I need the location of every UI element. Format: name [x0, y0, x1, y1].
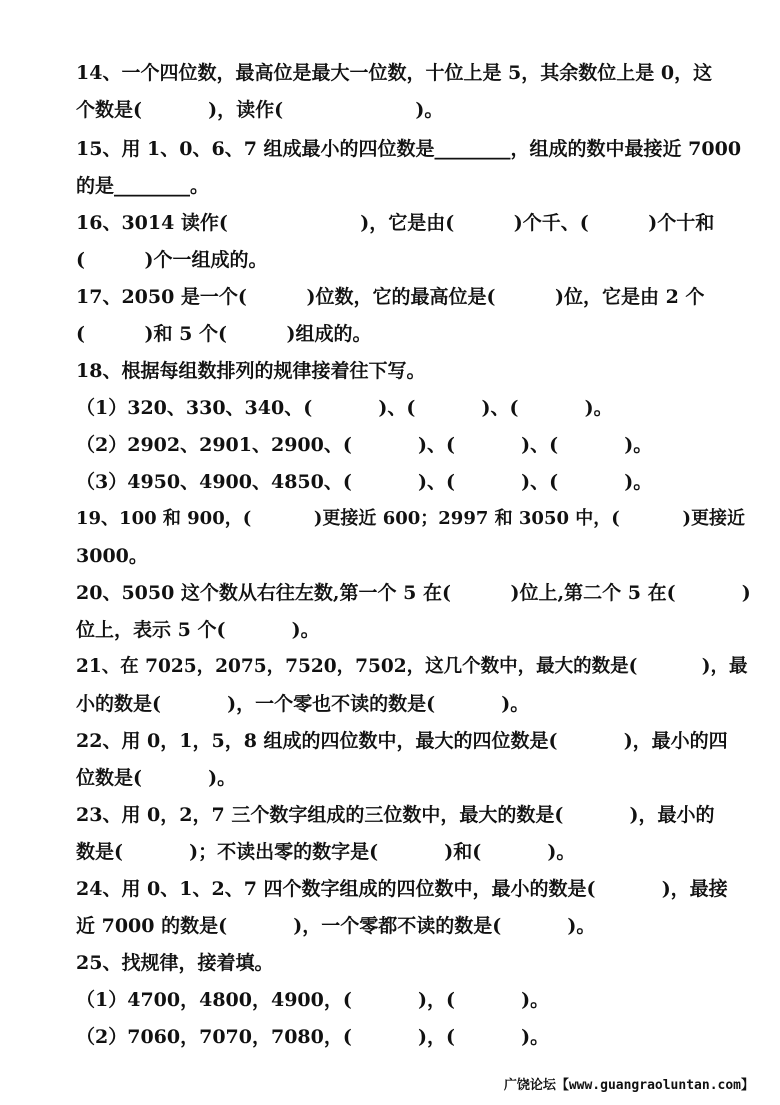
question-17-line-1: 17、2050 是一个( )位数，它的最高位是( )位，它是由 2 个 — [76, 286, 705, 308]
question-22-line-1: 22、用 0，1，5，8 组成的四位数中，最大的四位数是( )，最小的四 — [76, 730, 728, 752]
question-18-item-2: （2）2902、2901、2900、( )、( )、( )。 — [76, 434, 653, 456]
question-24-line-1: 24、用 0、1、2、7 四个数字组成的四位数中，最小的数是( )，最接 — [76, 878, 728, 900]
question-14-line-2: 个数是( )，读作( )。 — [76, 99, 444, 121]
question-22-line-2: 位数是( )。 — [76, 767, 237, 789]
question-18-item-3: （3）4950、4900、4850、( )、( )、( )。 — [76, 471, 653, 493]
question-25-title: 25、找规律，接着填。 — [76, 952, 274, 974]
question-18-item-1: （1）320、330、340、( )、( )、( )。 — [76, 397, 613, 419]
question-16-line-2: ( )个一组成的。 — [76, 249, 268, 271]
question-19-line-2: 3000。 — [76, 545, 148, 567]
question-20-line-1: 20、5050 这个数从右往左数,第一个 5 在( )位上,第二个 5 在( ) — [76, 582, 751, 604]
question-19-line-1: 19、100 和 900，( )更接近 600；2997 和 3050 中，( )更接近 — [76, 508, 745, 529]
question-15-line-2: 的是________。 — [76, 175, 210, 197]
question-21-line-1: 21、在 7025，2075，7520，7502，这几个数中，最大的数是( )，最 — [76, 656, 748, 677]
question-23-line-1: 23、用 0，2，7 三个数字组成的三位数中，最大的数是( )，最小的 — [76, 804, 715, 826]
question-23-line-2: 数是( )；不读出零的数字是( )和( )。 — [76, 841, 576, 863]
question-18-title: 18、根据每组数排列的规律接着往下写。 — [76, 360, 426, 382]
question-15-line-1: 15、用 1、0、6、7 组成最小的四位数是________，组成的数中最接近 7000 — [76, 138, 742, 160]
question-17-line-2: ( )和 5 个( )组成的。 — [76, 323, 372, 345]
question-24-line-2: 近 7000 的数是( )，一个零都不读的数是( )。 — [76, 915, 596, 937]
question-20-line-2: 位上，表示 5 个( )。 — [76, 619, 320, 641]
question-21-line-2: 小的数是( )，一个零也不读的数是( )。 — [76, 693, 530, 715]
question-25-item-2: （2）7060，7070，7080，( )，( )。 — [76, 1026, 550, 1048]
footer-watermark: 广饶论坛【www.guangraoluntan.com】 — [503, 1078, 754, 1093]
question-25-item-1: （1）4700，4800，4900，( )，( )。 — [76, 989, 550, 1011]
question-14-line-1: 14、一个四位数，最高位是最大一位数，十位上是 5，其余数位上是 0，这 — [76, 62, 713, 84]
question-16-line-1: 16、3014 读作( )，它是由( )个千、( )个十和 — [76, 212, 715, 234]
